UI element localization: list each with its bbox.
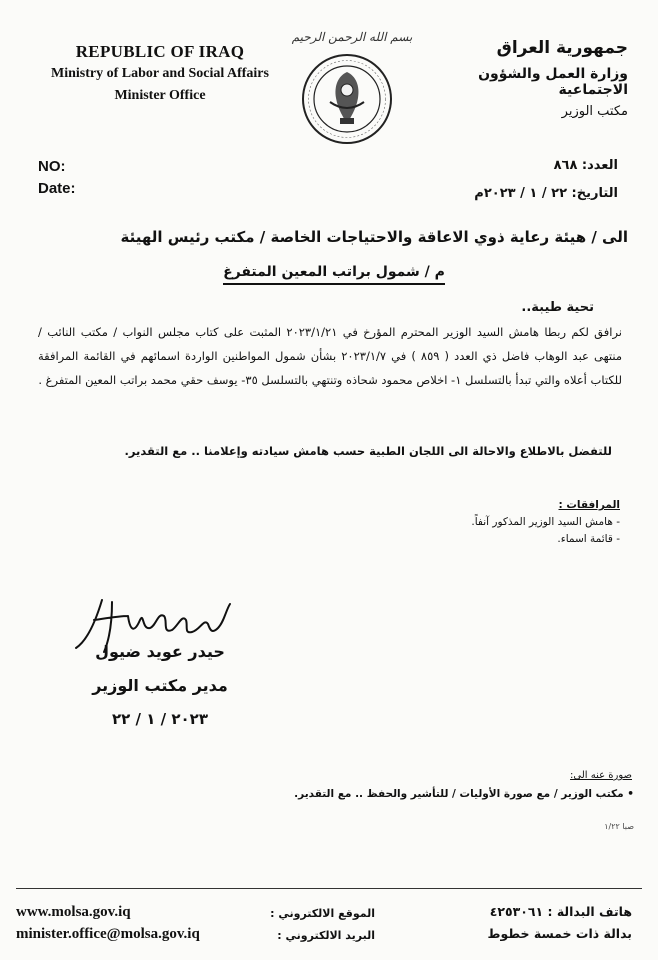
arabic-ministry: وزارة العمل والشؤون الاجتماعية bbox=[478, 66, 628, 98]
footer-email[interactable]: minister.office@molsa.gov.iq bbox=[16, 926, 200, 942]
signatory-title: مدير مكتب الوزير bbox=[92, 676, 228, 695]
attachment-item: - هامش السيد الوزير المذكور آنفاً. bbox=[471, 516, 620, 528]
english-office: Minister Office bbox=[114, 88, 206, 103]
arabic-reference-number: العدد: ٨٦٨ bbox=[553, 158, 618, 173]
basmala: بسم الله الرحمن الرحيم bbox=[291, 30, 413, 44]
signature-date: ٢٠٢٣ / ١ / ٢٢ bbox=[112, 710, 208, 728]
email-label: البريد الالكتروني : bbox=[277, 929, 375, 942]
footer-phone: هاتف البدالة : ٤٢٥٣٠٦١ bbox=[489, 904, 632, 919]
footer-divider bbox=[16, 888, 642, 889]
signatory-name: حيدر عويد ضيول bbox=[95, 642, 225, 661]
attachments bbox=[300, 497, 620, 548]
attachments-label: المرافقات : bbox=[558, 499, 620, 511]
subject-line bbox=[40, 264, 628, 280]
typist-footnote: صبا ١/٢٢ bbox=[604, 822, 634, 831]
english-ministry: Ministry of Labor and Social Affairs bbox=[51, 66, 269, 81]
letter-body: نرافق لكم ربطا هامش السيد الوزير المحترم المؤرخ في ٢٠٢٣/١/٢١ المثبت على كتاب مجلس النواب / مكتب النائب / منتهى عبد الوهاب فاضل ذي العدد ( ٨٥٩ ) في ٢٠٢٣/١/٧ بشأن شمول المواطنين الواردة اسمائهم في القائمة المرافقة للكتاب أعلاه والتي تبدأ بالتسلسل ١- اخلاص محمود شحاذه وتنتهي بالتسلسل ٣٥- يوسف حقي محمد براتب المعين المتفرغ . bbox=[38, 325, 622, 387]
arabic-country: جمهورية العراق bbox=[496, 38, 628, 58]
reference-english bbox=[38, 156, 76, 200]
footer-phone-note: بدالة ذات خمسة خطوط bbox=[487, 926, 632, 941]
arabic-reference-date: التاريخ: ٢٢ / ١ / ٢٠٢٣م bbox=[474, 186, 618, 201]
closing-line: للتفضل بالاطلاع والاحالة الى اللجان الطبية حسب هامش سيادته وإعلامنا .. مع التقدير. bbox=[124, 444, 612, 458]
ministry-emblem-icon bbox=[300, 52, 394, 146]
date-label: Date: bbox=[38, 180, 76, 197]
footer-website[interactable]: www.molsa.gov.iq bbox=[16, 904, 131, 920]
arabic-office: مكتب الوزير bbox=[561, 104, 628, 119]
arabic-letterhead bbox=[418, 38, 628, 119]
english-letterhead bbox=[40, 42, 280, 104]
addressee: الى / هيئة رعاية ذوي الاعاقة والاحتياجات الخاصة / مكتب رئيس الهيئة bbox=[120, 228, 628, 246]
subject-text: م / شمول براتب المعين المتفرغ bbox=[223, 264, 445, 285]
website-label: الموقع الالكتروني : bbox=[270, 907, 375, 920]
english-country: REPUBLIC OF IRAQ bbox=[75, 42, 245, 61]
copy-to-label: صورة عنه الى: bbox=[570, 770, 632, 781]
greeting: تحية طيبة.. bbox=[521, 300, 594, 315]
attachment-item: - قائمة اسماء. bbox=[557, 533, 620, 545]
copy-to-line: • مكتب الوزير / مع صورة الأوليات / للتأشير والحفظ .. مع التقدير. bbox=[220, 788, 634, 800]
no-label: NO: bbox=[38, 158, 66, 175]
